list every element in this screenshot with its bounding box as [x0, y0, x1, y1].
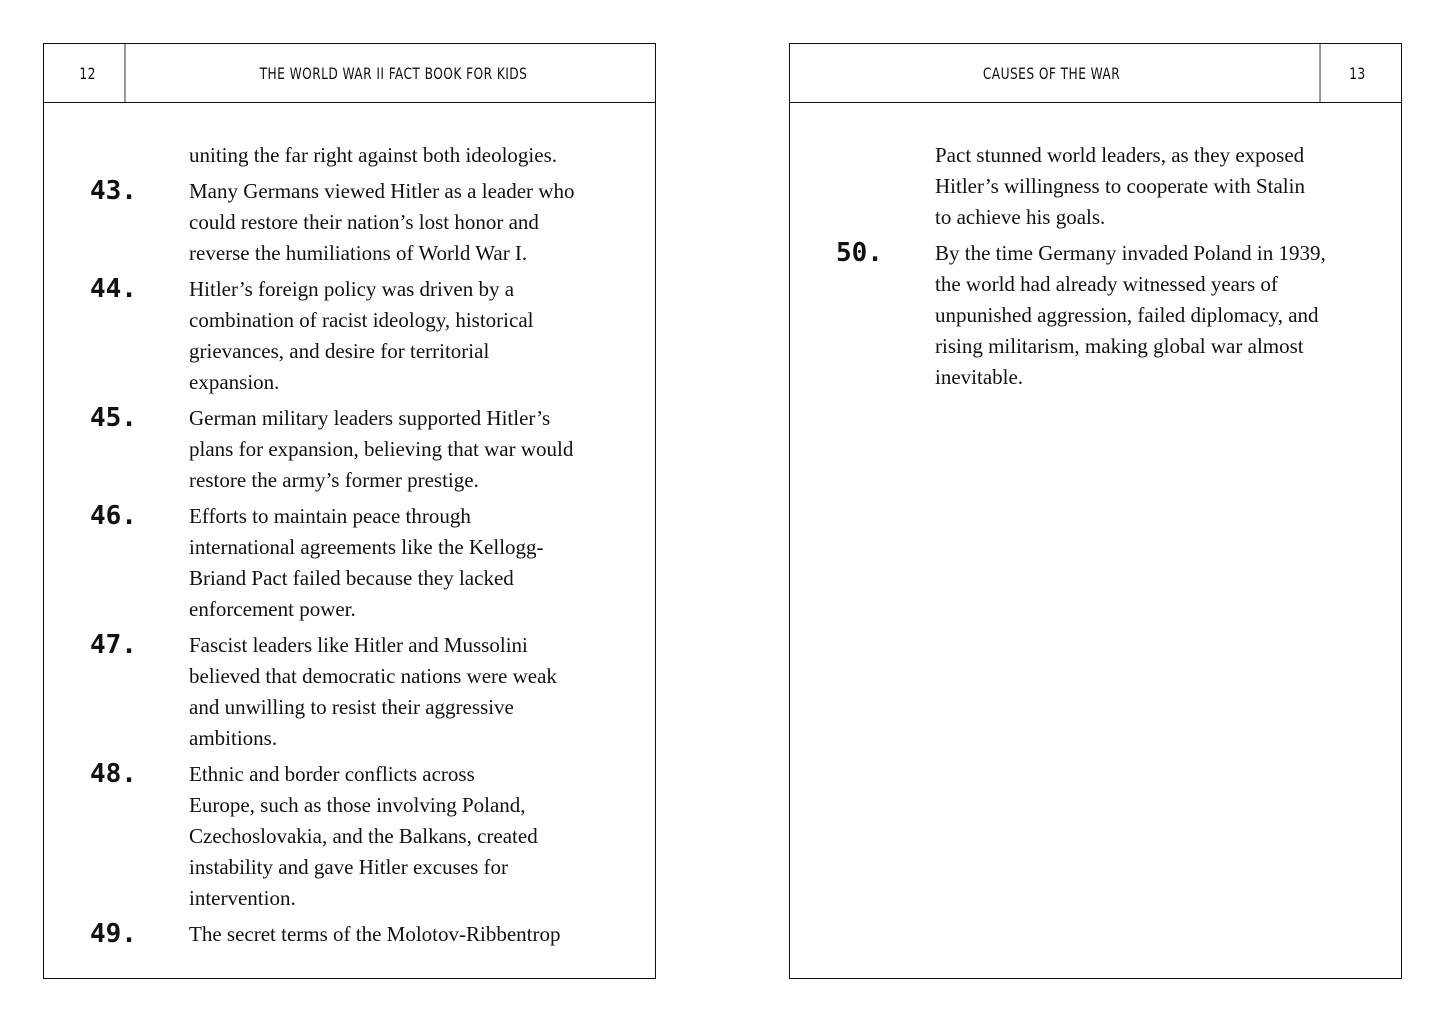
text-line: ambitions.: [189, 726, 278, 750]
text-line: Efforts to maintain peace through: [189, 504, 471, 528]
fact-number: [44, 140, 189, 171]
text-line: Hitler’s willingness to cooperate with Stalin: [935, 174, 1305, 198]
text-line: Many Germans viewed Hitler as a leader who: [189, 179, 575, 203]
text-line: believed that democratic nations were weak: [189, 664, 557, 688]
text-line: intervention.: [189, 886, 296, 910]
fact-number: 48.: [90, 759, 137, 789]
fact-item: [44, 274, 655, 398]
text-line: rising militarism, making global war almost: [935, 334, 1304, 358]
fact-item: [44, 403, 655, 496]
fact-number: 43.: [90, 176, 137, 206]
text-line: Czechoslovakia, and the Balkans, created: [189, 824, 538, 848]
right-page: [789, 43, 1402, 979]
fact-text: [189, 403, 573, 496]
fact-number: 50.: [836, 238, 883, 268]
text-line: Briand Pact failed because they lacked: [189, 566, 514, 590]
fact-text: [189, 501, 544, 625]
page-header: [44, 44, 655, 103]
left-page: [43, 43, 656, 979]
text-line: plans for expansion, believing that war would: [189, 437, 574, 461]
text-line: restore the army’s former prestige.: [189, 468, 479, 492]
fact-number: 45.: [90, 403, 137, 433]
fact-item: [790, 238, 1401, 393]
fact-text: [189, 919, 561, 950]
running-title: THE WORLD WAR II FACT BOOK FOR KIDS: [259, 63, 528, 83]
text-line: combination of racist ideology, historical: [189, 308, 534, 332]
text-line: Ethnic and border conflicts across: [189, 762, 475, 786]
text-line: expansion.: [189, 370, 280, 394]
text-line: enforcement power.: [189, 597, 356, 621]
fact-item: [44, 501, 655, 625]
fact-text: [189, 274, 533, 398]
text-line: By the time Germany invaded Poland in 1939,: [935, 241, 1326, 265]
text-line: German military leaders supported Hitler’s: [189, 406, 551, 430]
text-line: Europe, such as those involving Poland,: [189, 793, 526, 817]
page-number: 12: [51, 44, 126, 102]
fact-number: 47.: [90, 630, 137, 660]
fact-number: [790, 140, 935, 233]
fact-text: [189, 630, 557, 754]
page-body: [790, 140, 1401, 398]
text-line: international agreements like the Kellogg-: [189, 535, 544, 559]
text-line: The secret terms of the Molotov-Ribbentrop: [189, 922, 561, 946]
page-body: [44, 140, 655, 955]
text-line: reverse the humiliations of World War I.: [189, 241, 528, 265]
text-line: Hitler’s foreign policy was driven by a: [189, 277, 515, 301]
text-line: the world had already witnessed years of: [935, 272, 1278, 296]
running-title: CAUSES OF THE WAR: [982, 63, 1121, 83]
fact-number: 49.: [90, 919, 137, 949]
page-number: 13: [1320, 44, 1395, 102]
fact-item: [44, 176, 655, 269]
fact-item: [44, 140, 655, 171]
text-line: unpunished aggression, failed diplomacy, and: [935, 303, 1319, 327]
text-line: grievances, and desire for territorial: [189, 339, 490, 363]
fact-text: [935, 238, 1326, 393]
text-line: and unwilling to resist their aggressive: [189, 695, 514, 719]
fact-text: [189, 176, 574, 269]
fact-number: 44.: [90, 274, 137, 304]
fact-number: 46.: [90, 501, 137, 531]
text-line: to achieve his goals.: [935, 205, 1106, 229]
fact-text: [189, 140, 557, 171]
fact-item: [44, 630, 655, 754]
text-line: could restore their nation’s lost honor and: [189, 210, 539, 234]
fact-text: [189, 759, 538, 914]
fact-item: [44, 759, 655, 914]
fact-text: [935, 140, 1305, 233]
text-line: Fascist leaders like Hitler and Mussolini: [189, 633, 528, 657]
text-line: Pact stunned world leaders, as they exposed: [935, 143, 1305, 167]
text-line: uniting the far right against both ideologies.: [189, 143, 558, 167]
fact-item: [44, 919, 655, 950]
text-line: inevitable.: [935, 365, 1024, 389]
fact-item: [790, 140, 1401, 233]
text-line: instability and gave Hitler excuses for: [189, 855, 508, 879]
page-header: [790, 44, 1401, 103]
